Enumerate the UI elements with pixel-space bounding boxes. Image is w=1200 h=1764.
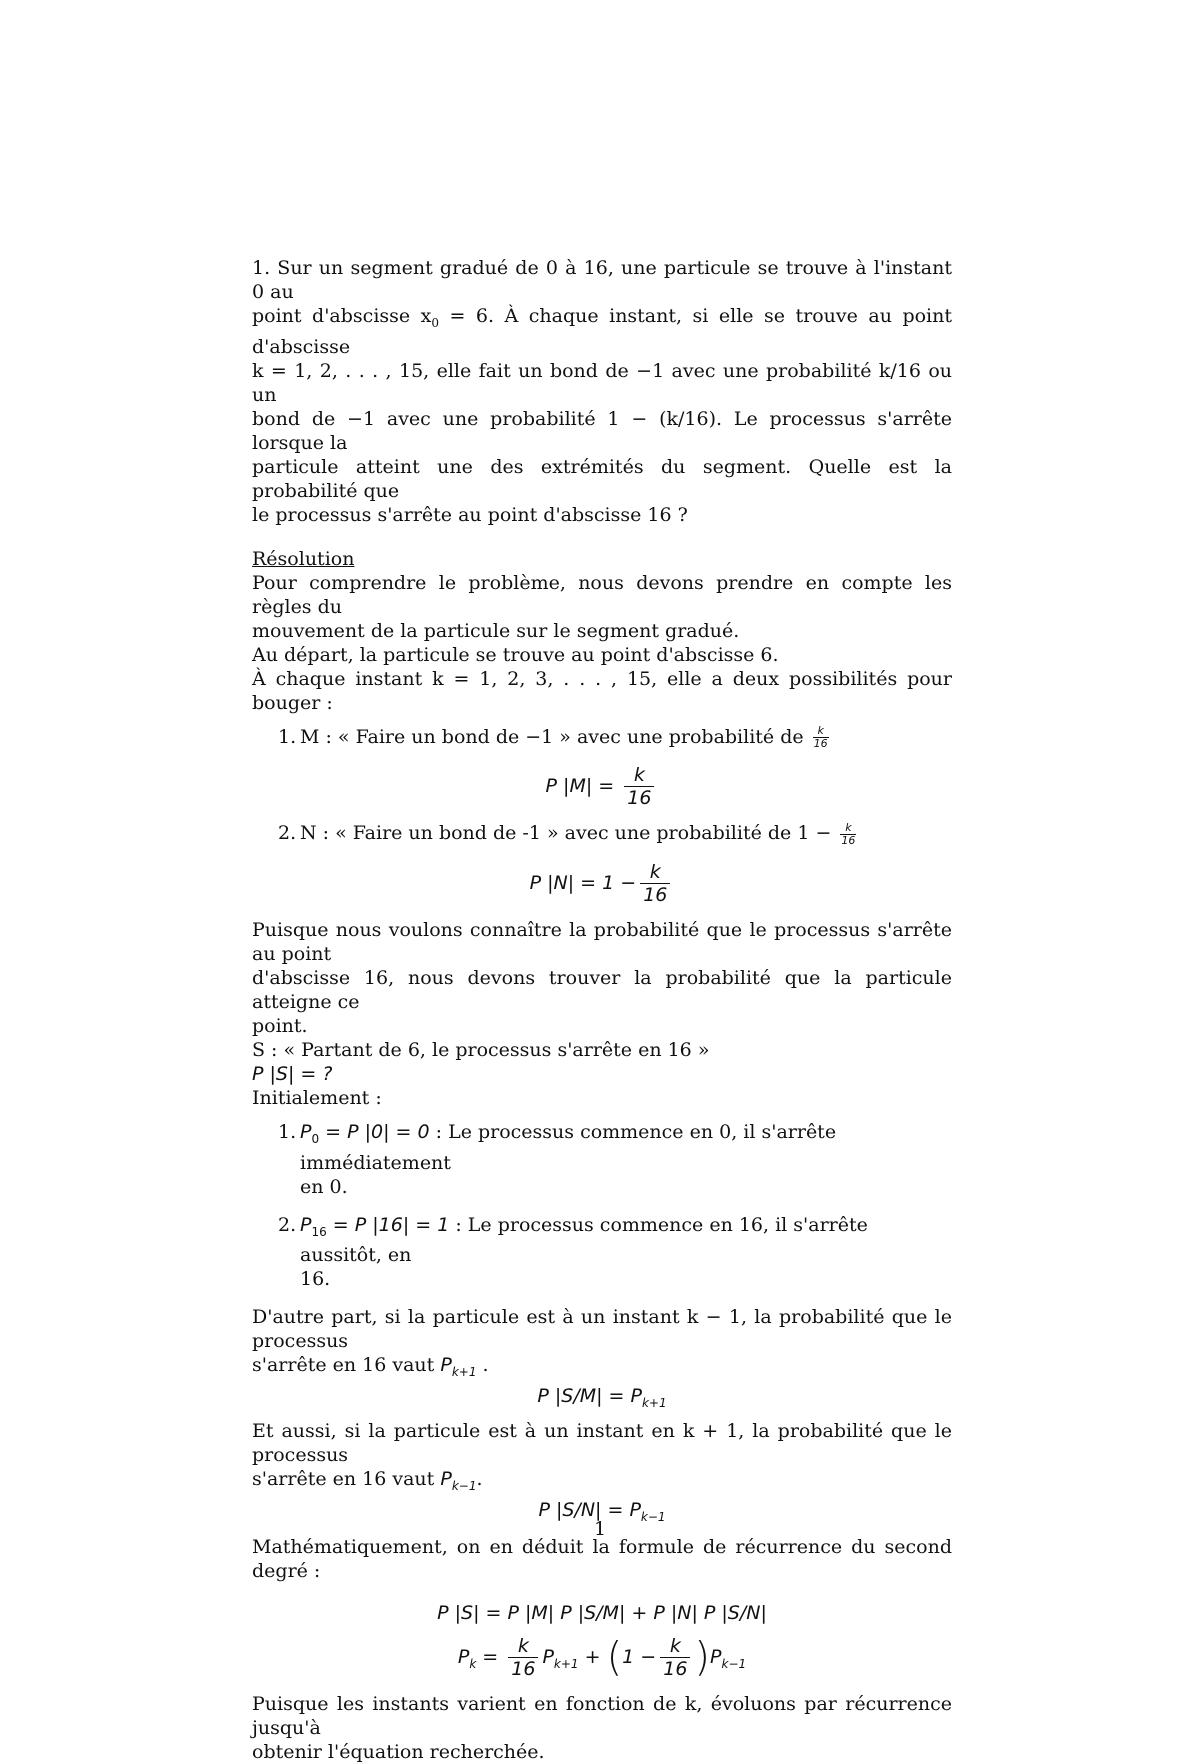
math-term: = (476, 1645, 505, 1668)
denominator: 16 (508, 1657, 538, 1680)
problem-statement (252, 256, 952, 527)
text-line: d'abscisse 16, nous devons trouver la probabilité que la particule atteigne ce (252, 966, 952, 1013)
denominator: 16 (841, 833, 856, 847)
equation-lhs: P |M| = (545, 775, 621, 798)
text-line (252, 1467, 952, 1498)
text-line: Et aussi, si la particule est à un instant en k + 1, la probabilité que le processus (252, 1419, 952, 1466)
list-item (252, 1120, 952, 1199)
equation-rhs: P (630, 1385, 642, 1408)
move-list (252, 821, 952, 847)
problem-line: particule atteint une des extrémités du segment. Quelle est la probabilité que (252, 455, 952, 502)
event-probability: P |S| = ? (252, 1062, 333, 1085)
fraction (508, 1635, 538, 1680)
math-term: P (542, 1645, 554, 1668)
math-term: P (457, 1645, 470, 1668)
event-definition: S : « Partant de 6, le processus s'arrête en 16 » (252, 1038, 710, 1061)
problem-text: = 6. À chaque instant, si elle se trouve au point d'abscisse (252, 305, 952, 358)
list-number: 2. (278, 1213, 297, 1236)
subscript: k−1 (640, 1509, 666, 1524)
problem-line: 1. Sur un segment gradué de 0 à 16, une particule se trouve à l'instant 0 au (252, 257, 952, 303)
denominator: 16 (640, 883, 670, 906)
list-text: 16. (300, 1268, 331, 1291)
problem-line: k = 1, 2, . . . , 15, elle fait un bond de −1 avec une probabilité k/16 ou un (252, 359, 952, 406)
problem-line (252, 304, 952, 359)
text-line: Au départ, la particule se trouve au point d'abscisse 6. (252, 643, 779, 666)
list-text: : Le processus commence en 0, il s'arrête immédiatement (300, 1120, 837, 1174)
text-line: Puisque nous voulons connaître la probabilité que le processus s'arrête au point (252, 918, 952, 965)
math-term: + (578, 1645, 607, 1668)
denominator: 16 (624, 786, 654, 809)
equation-lhs: P |S/M| = (537, 1385, 631, 1408)
subscript: k+1 (451, 1365, 477, 1380)
resolution-heading: Résolution (252, 547, 355, 570)
equation-total-probability: P |S| = P |M| P |S/M| + P |N| P |S/N| (437, 1601, 767, 1624)
text-fragment: s'arrête en 16 vaut (252, 1354, 435, 1377)
list-item (252, 1213, 952, 1292)
math-term: = P |0| = 0 (319, 1120, 430, 1143)
text-line: D'autre part, si la particule est à un instant k − 1, la probabilité que le processus (252, 1306, 952, 1353)
numerator: k (817, 724, 824, 738)
fraction (640, 861, 670, 906)
subscript: 16 (311, 1224, 327, 1239)
subscript: k+1 (553, 1656, 579, 1671)
problem-text: point d'abscisse x (252, 305, 432, 327)
equation-psm (252, 1384, 952, 1415)
text-fragment: . (482, 1354, 489, 1377)
list-text: N : « Faire un bond de -1 » avec une probabilité de 1 − (300, 822, 832, 845)
math-term: P (440, 1354, 452, 1377)
list-item (252, 725, 952, 751)
math-term: P (300, 1120, 312, 1143)
list-text: : Le processus commence en 16, il s'arrête aussitôt, en (300, 1213, 868, 1267)
subscript: k−1 (451, 1478, 477, 1493)
text-line: obtenir l'équation recherchée. (252, 1740, 545, 1763)
subscript: 0 (431, 315, 439, 330)
numerator: k (669, 1634, 681, 1657)
text-line: Puisque les instants varient en fonction de k, évoluons par récurrence jusqu'à (252, 1692, 952, 1739)
denominator: 16 (813, 737, 828, 751)
math-term: P (300, 1213, 312, 1236)
numerator: k (649, 860, 661, 883)
equation-pn (252, 861, 952, 906)
equation-pm (252, 764, 952, 809)
list-text: M : « Faire un bond de −1 » avec une probabilité de (300, 725, 804, 748)
list-number: 1. (278, 1120, 297, 1143)
math-term: 1 − (622, 1645, 657, 1668)
list-item (252, 821, 952, 847)
equation-lhs: P |N| = (529, 871, 603, 894)
numerator: k (517, 1634, 529, 1657)
numerator: k (633, 764, 645, 787)
fraction (813, 725, 829, 750)
fraction (840, 822, 856, 847)
fraction (624, 764, 654, 809)
text-line: Mathématiquement, on en déduit la formule de récurrence du second degré : (252, 1535, 952, 1582)
subscript: 0 (311, 1131, 320, 1146)
subscript: k (469, 1656, 477, 1671)
denominator: 16 (660, 1657, 690, 1680)
move-list (252, 725, 952, 751)
text-fragment: . (476, 1467, 483, 1490)
initial-conditions-list (252, 1120, 952, 1292)
equation-lhs: P |S/N| = (538, 1498, 630, 1521)
text-line: À chaque instant k = 1, 2, 3, . . . , 15, elle a deux possibilités pour bouger : (252, 667, 952, 714)
problem-line: bond de −1 avec une probabilité 1 − (k/16). Le processus s'arrête lorsque la (252, 407, 952, 454)
subscript: k−1 (721, 1656, 747, 1671)
text-line: Pour comprendre le problème, nous devons prendre en compte les règles du (252, 571, 952, 618)
problem-line: le processus s'arrête au point d'abscisse 16 ? (252, 503, 688, 526)
text-line (252, 1353, 952, 1384)
equation-term: 1 − (602, 871, 637, 894)
text-line: point. (252, 1014, 308, 1037)
text-fragment: s'arrête en 16 vaut (252, 1467, 435, 1490)
math-term: P (440, 1467, 452, 1490)
equation-recurrence (252, 1635, 952, 1680)
page-number: 1 (593, 1518, 607, 1540)
math-term: = P |16| = 1 (326, 1213, 450, 1236)
left-paren: ( (606, 1634, 623, 1681)
fraction (660, 1635, 690, 1680)
list-text: en 0. (300, 1175, 348, 1198)
math-term: P (710, 1645, 722, 1668)
right-paren: ) (694, 1634, 711, 1681)
text-line: mouvement de la particule sur le segment gradué. (252, 619, 740, 642)
list-number: 1. (278, 725, 297, 748)
numerator: k (845, 820, 852, 834)
equation-rhs: P (629, 1498, 641, 1521)
list-number: 2. (278, 822, 297, 845)
text-line: Initialement : (252, 1086, 382, 1109)
subscript: k+1 (641, 1395, 667, 1410)
